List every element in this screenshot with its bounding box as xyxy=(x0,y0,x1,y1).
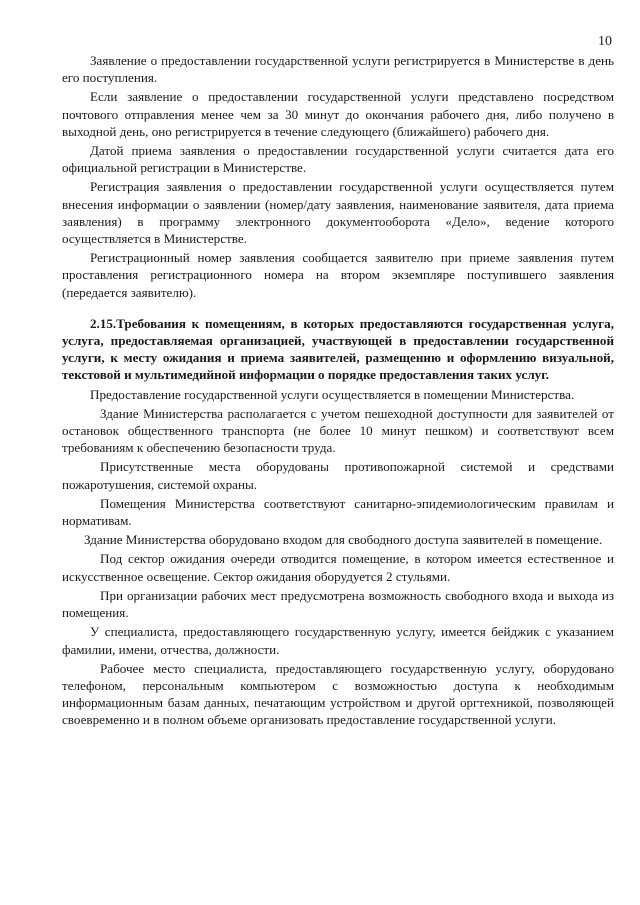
paragraph-receipt-date: Датой приема заявления о предоставлении государственной услуги считается дата его официальной регистрации в Министерстве. xyxy=(62,143,614,176)
paragraph-specialist-badge: У специалиста, предоставляющего государственную услугу, имеется бейджик с указанием фамилии, имени, отчества, должности. xyxy=(62,624,614,657)
paragraph-waiting-area: Под сектор ожидания очереди отводится помещение, в котором имеется естественное и искусственное освещение. Сектор ожидания оборудуется 2 стульями. xyxy=(62,551,614,584)
paragraph-registration-number: Регистрационный номер заявления сообщается заявителю при приеме заявления путем проставления регистрационного номера на втором экземпляре поступившего заявления (передается заявителю). xyxy=(62,250,614,300)
paragraph-workplace-equipment: Рабочее место специалиста, предоставляющего государственную услугу, оборудовано телефоном, персональным компьютером с возможностью доступа к необходимым информационным базам данных, печатающим устройством и другой оргтехникой, позволяющей своевременно и в полном объеме организовать предоставление государственной услуги. xyxy=(62,660,614,728)
paragraph-sanitary-rules: Помещения Министерства соответствуют санитарно-эпидемиологическим правилам и нормативам. xyxy=(62,495,614,529)
paragraph-service-premises: Предоставление государственной услуги осуществляется в помещении Министерства. xyxy=(90,386,575,402)
section-gap xyxy=(62,301,614,315)
paragraph-registration-day: Заявление о предоставлении государственной услуги регистрируется в Министерстве в день его поступления. xyxy=(62,53,614,86)
section-heading: 2.15.Требования к помещениям, в которых предоставляются государственная услуга, услуга, предоставляемая организацией, участвующей в предоставлении государственной услуги, к месту ожидания и приема заявителей, размещению и оформлению визуальной, текстовой и мультимедийной информации о порядке предоставления таких услуг. xyxy=(62,315,614,383)
paragraph-building-location: Здание Министерства располагается с учетом пешеходной доступности для заявителей от остановок общественного транспорта (не более 10 минут пешком) и соответствуют всем требованиям к обеспечению безопасности труда. xyxy=(62,405,614,456)
document-body xyxy=(62,52,614,729)
paragraph-fire-safety: Присутственные места оборудованы противопожарной системой и средствами пожаротушения, системой охраны. xyxy=(62,459,614,492)
paragraph-postal-submission: Если заявление о предоставлении государственной услуги представлено посредством почтового отправления менее чем за 30 минут до окончания рабочего дня, либо получено в выходной день, оно регистрируется в течение следующего (ближайшего) рабочего дня. xyxy=(62,89,614,139)
page-number: 10 xyxy=(598,34,612,49)
paragraph-registration-procedure: Регистрация заявления о предоставлении государственной услуги осуществляется путем внесения информации о заявлении (номер/дату заявления, наименование заявителя, дата приема заявления) в программу электронного документооборота «Дело», ведение которого осуществляется в Министерстве. xyxy=(62,179,614,247)
paragraph-building-entrance: Здание Министерства оборудовано входом для свободного доступа заявителей в помещение. xyxy=(84,532,603,548)
paragraph-workplace-access: При организации рабочих мест предусмотрена возможность свободного входа и выхода из помещения. xyxy=(62,587,614,621)
